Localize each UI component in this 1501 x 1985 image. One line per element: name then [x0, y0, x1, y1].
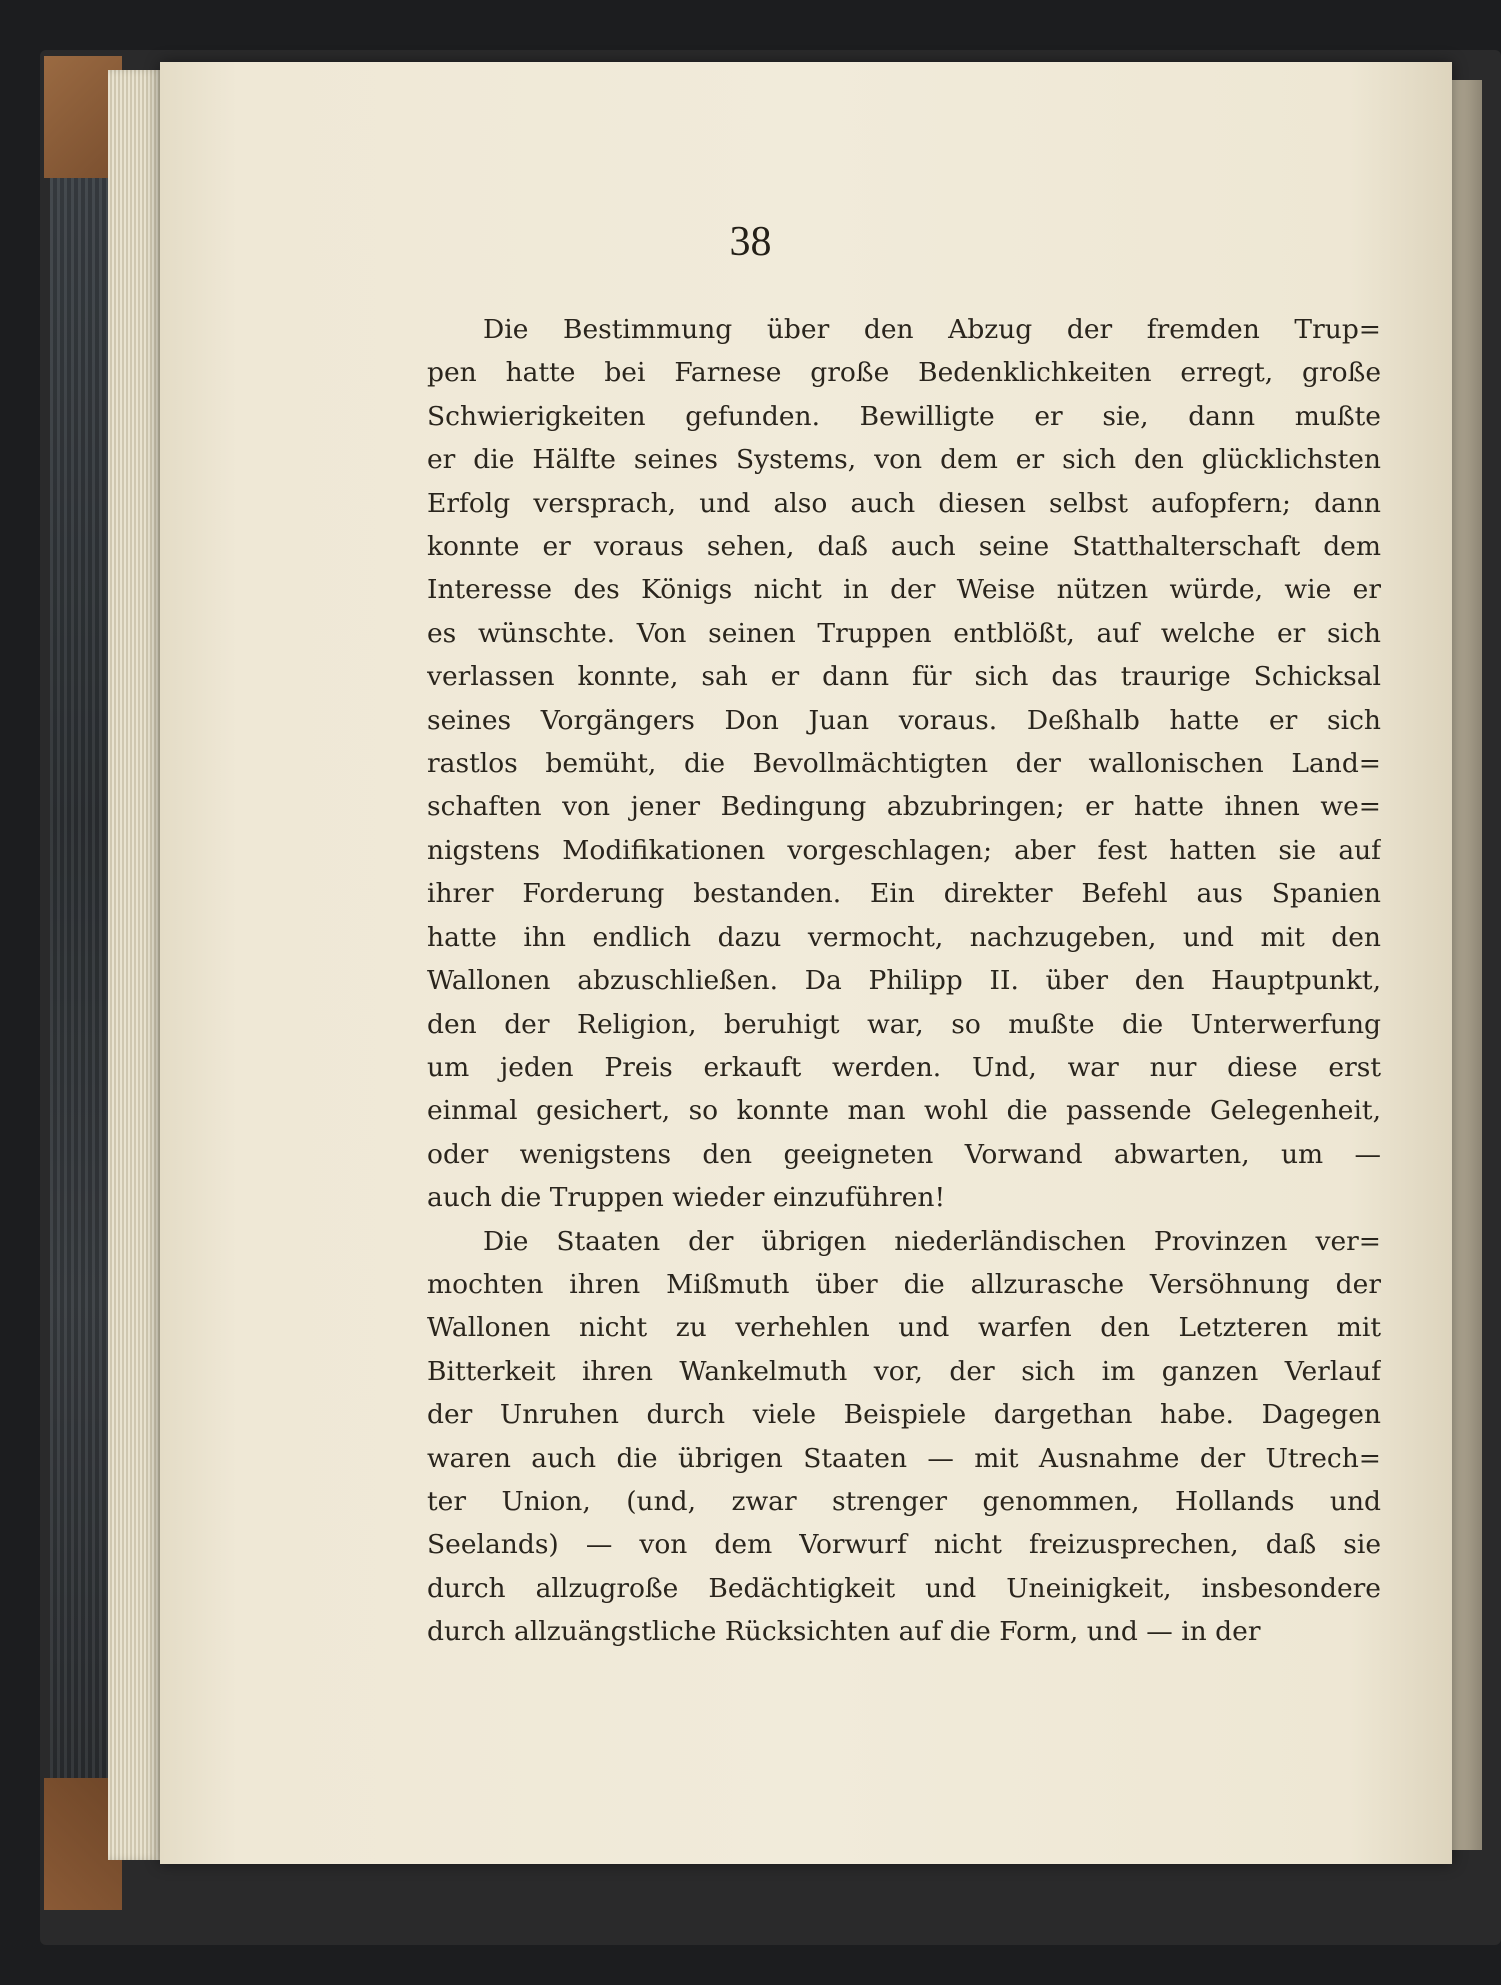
text-line: mochten ihren Mißmuth über die allzurasche Versöhnung der	[427, 1268, 1381, 1300]
text-line: Seelands) — von dem Vorwurf nicht freizusprechen, daß sie	[427, 1529, 1381, 1561]
text-line: um jeden Preis erkauft werden. Und, war nur diese erst	[427, 1051, 1381, 1083]
text-line: der Unruhen durch viele Beispiele dargethan habe. Dagegen	[427, 1399, 1381, 1431]
text-line: Bitterkeit ihren Wankelmuth vor, der sich im ganzen Verlauf	[427, 1355, 1381, 1387]
page-number: 38	[729, 219, 772, 265]
body-text	[427, 308, 1381, 1654]
text-line: einmal gesichert, so konnte man wohl die passende Gelegenheit,	[427, 1095, 1381, 1127]
text-line: seines Vorgängers Don Juan voraus. Deßhalb hatte er sich	[427, 704, 1381, 736]
text-line: durch allzugroße Bedächtigkeit und Uneinigkeit, insbesondere	[427, 1572, 1381, 1604]
text-line: Wallonen abzuschließen. Da Philipp II. über den Hauptpunkt,	[427, 965, 1381, 997]
text-line: auch die Truppen wieder einzuführen!	[427, 1182, 946, 1214]
text-line: konnte er voraus sehen, daß auch seine Statthalterschaft dem	[427, 531, 1381, 563]
text-line: rastlos bemüht, die Bevollmächtigten der wallonischen Land=	[427, 748, 1381, 780]
text-line: Interesse des Königs nicht in der Weise nützen würde, wie er	[427, 574, 1381, 606]
text-line: er die Hälfte seines Systems, von dem er sich den glücklichsten	[427, 444, 1381, 476]
text-line: hatte ihn endlich dazu vermocht, nachzugeben, und mit den	[427, 921, 1381, 953]
text-line: nigstens Modifikationen vorgeschlagen; aber fest hatten sie auf	[427, 834, 1381, 866]
text-line: ter Union, (und, zwar strenger genommen, Hollands und	[427, 1485, 1381, 1517]
text-line: schaften von jener Bedingung abzubringen; er hatte ihnen we=	[427, 791, 1381, 823]
next-page-edge	[1452, 80, 1482, 1850]
text-line: ihrer Forderung bestanden. Ein direkter Befehl aus Spanien	[427, 878, 1381, 910]
text-line: Wallonen nicht zu verhehlen und warfen den Letzteren mit	[427, 1312, 1381, 1344]
text-line: Die Staaten der übrigen niederländischen Provinzen ver=	[483, 1225, 1381, 1257]
text-line: pen hatte bei Farnese große Bedenklichkeiten erregt, große	[427, 357, 1381, 389]
paragraph	[427, 1220, 1381, 1654]
page-edges	[108, 70, 168, 1860]
text-line: verlassen konnte, sah er dann für sich das traurige Schicksal	[427, 661, 1381, 693]
text-line: waren auch die übrigen Staaten — mit Ausnahme der Utrech=	[427, 1442, 1381, 1474]
text-line: es wünschte. Von seinen Truppen entblößt, auf welche er sich	[427, 617, 1381, 649]
text-line: durch allzuängstliche Rücksichten auf die Form, und — in der	[427, 1616, 1261, 1648]
text-line: Erfolg versprach, und also auch diesen selbst aufopfern; dann	[427, 487, 1381, 519]
text-line: oder wenigstens den geeigneten Vorwand abwarten, um —	[427, 1138, 1381, 1170]
text-line: den der Religion, beruhigt war, so mußte die Unterwerfung	[427, 1008, 1381, 1040]
text-line: Schwierigkeiten gefunden. Bewilligte er sie, dann mußte	[427, 400, 1381, 432]
paragraph	[427, 308, 1381, 1220]
text-line: Die Bestimmung über den Abzug der fremden Trup=	[483, 314, 1381, 345]
